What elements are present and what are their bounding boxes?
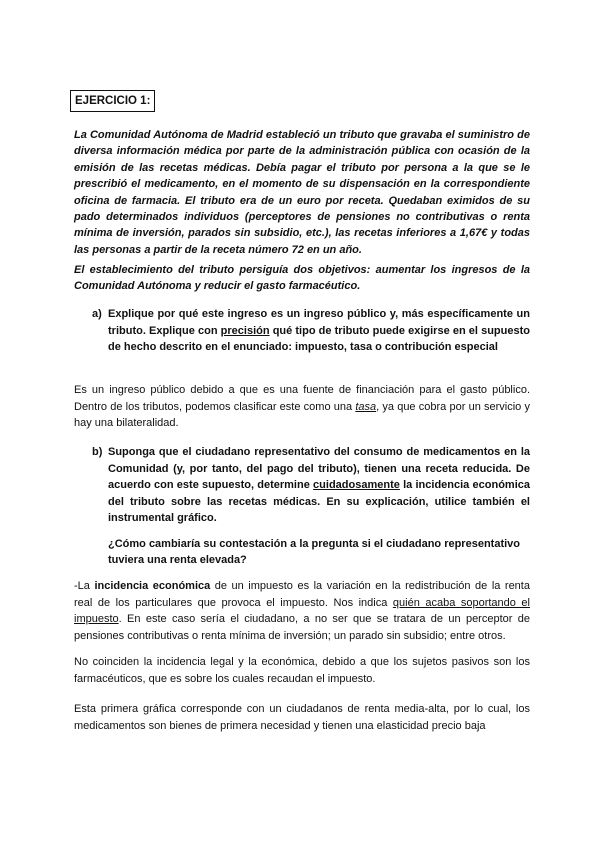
- objective-paragraph: El establecimiento del tributo persiguía dos objetivos: aumentar los ingresos de la Comunidad Autónoma y reducir el gasto farmacéutico.: [74, 264, 530, 293]
- question-b-text: [108, 444, 530, 527]
- question-b-part2: la incidencia económica del tributo sobre las recetas médicas. En su explicación, utilice también el instrumental gráfico.: [108, 479, 530, 525]
- question-a-underlined: precisión: [220, 324, 270, 337]
- answer-a-part2: , ya que cobra por un servicio y hay una bilateralidad.: [74, 400, 530, 430]
- question-a-part2: qué tipo de tributo puede exigirse en el supuesto de hecho descrito en el enunciado: impuesto, tasa o contribución especial: [108, 324, 530, 354]
- answer-b-paragraph-1: [74, 578, 530, 644]
- question-a-letter: a): [92, 308, 102, 320]
- answer-a: [74, 382, 530, 432]
- question-b-underlined: cuidadosamente: [313, 479, 400, 492]
- answer-b1-underlined: quién acaba soportando el impuesto: [74, 596, 530, 626]
- answer-b1-bold: incidencia económica: [94, 580, 211, 592]
- question-a: [92, 306, 530, 356]
- answer-b-paragraph-3: Esta primera gráfica corresponde con un ciudadanos de renta media-alta, por lo cual, los medicamentos son bienes de primera necesidad y tienen una elasticidad precio baja: [74, 703, 530, 732]
- question-a-part1: Explique por qué este ingreso es un ingreso público y, más específicamente un tributo. Explique con: [108, 308, 530, 337]
- exercise-title: EJERCICIO 1:: [70, 90, 155, 112]
- answer-b1-prefix: -La: [74, 580, 95, 592]
- question-b: [92, 444, 530, 527]
- answer-a-emph: tasa: [355, 400, 377, 413]
- answer-b1-part1: de un impuesto es la variación en la redistribución de la renta real de los particulares que provoca el impuesto. Nos indica: [74, 580, 530, 609]
- question-a-text: [108, 306, 530, 356]
- intro-paragraph: La Comunidad Autónoma de Madrid estableció un tributo que gravaba el suministro de diversa información médica por parte de la administración pública con ocasión de la emisión de las recetas médicas. Debía pagar el tributo por persona a la que se le prescribió el medicamento, en el momento de su dispensación en la correspondiente oficina de farmacia. El tributo era de un euro por receta. Quedaban eximidos de su pado determinados individuos (perceptores de pensiones no contributivas o renta mínima de inversión, parados sin subsidio, etc.), las recetas inferiores a 1,67€ y todas las personas a partir de la receta número 72 en un año.: [74, 129, 530, 256]
- question-b-letter: b): [92, 446, 103, 458]
- question-b-followup: ¿Cómo cambiaría su contestación a la pregunta si el ciudadano representativo tuviera una renta elevada?: [108, 538, 521, 567]
- answer-b-paragraph-2: No coinciden la incidencia legal y la económica, debido a que los sujetos pasivos son los farmacéuticos, que es sobre los cuales recaudan el impuesto.: [74, 656, 530, 685]
- question-b-part1: Suponga que el ciudadano representativo del consumo de medicamentos en la Comunidad (y, por tanto, del pago del tributo), tienen una receta reducida. De acuerdo con este supuesto, determine: [108, 446, 530, 492]
- answer-b1-part2: . En este caso sería el ciudadano, a no ser que se tratara de un perceptor de pensiones contributivas o renta mínima de inversión; un parado sin subsidio; entre otros.: [74, 613, 530, 642]
- answer-a-part1: Es un ingreso público debido a que es una fuente de financiación para el gasto público. Dentro de los tributos, podemos clasificar este como una: [74, 384, 530, 413]
